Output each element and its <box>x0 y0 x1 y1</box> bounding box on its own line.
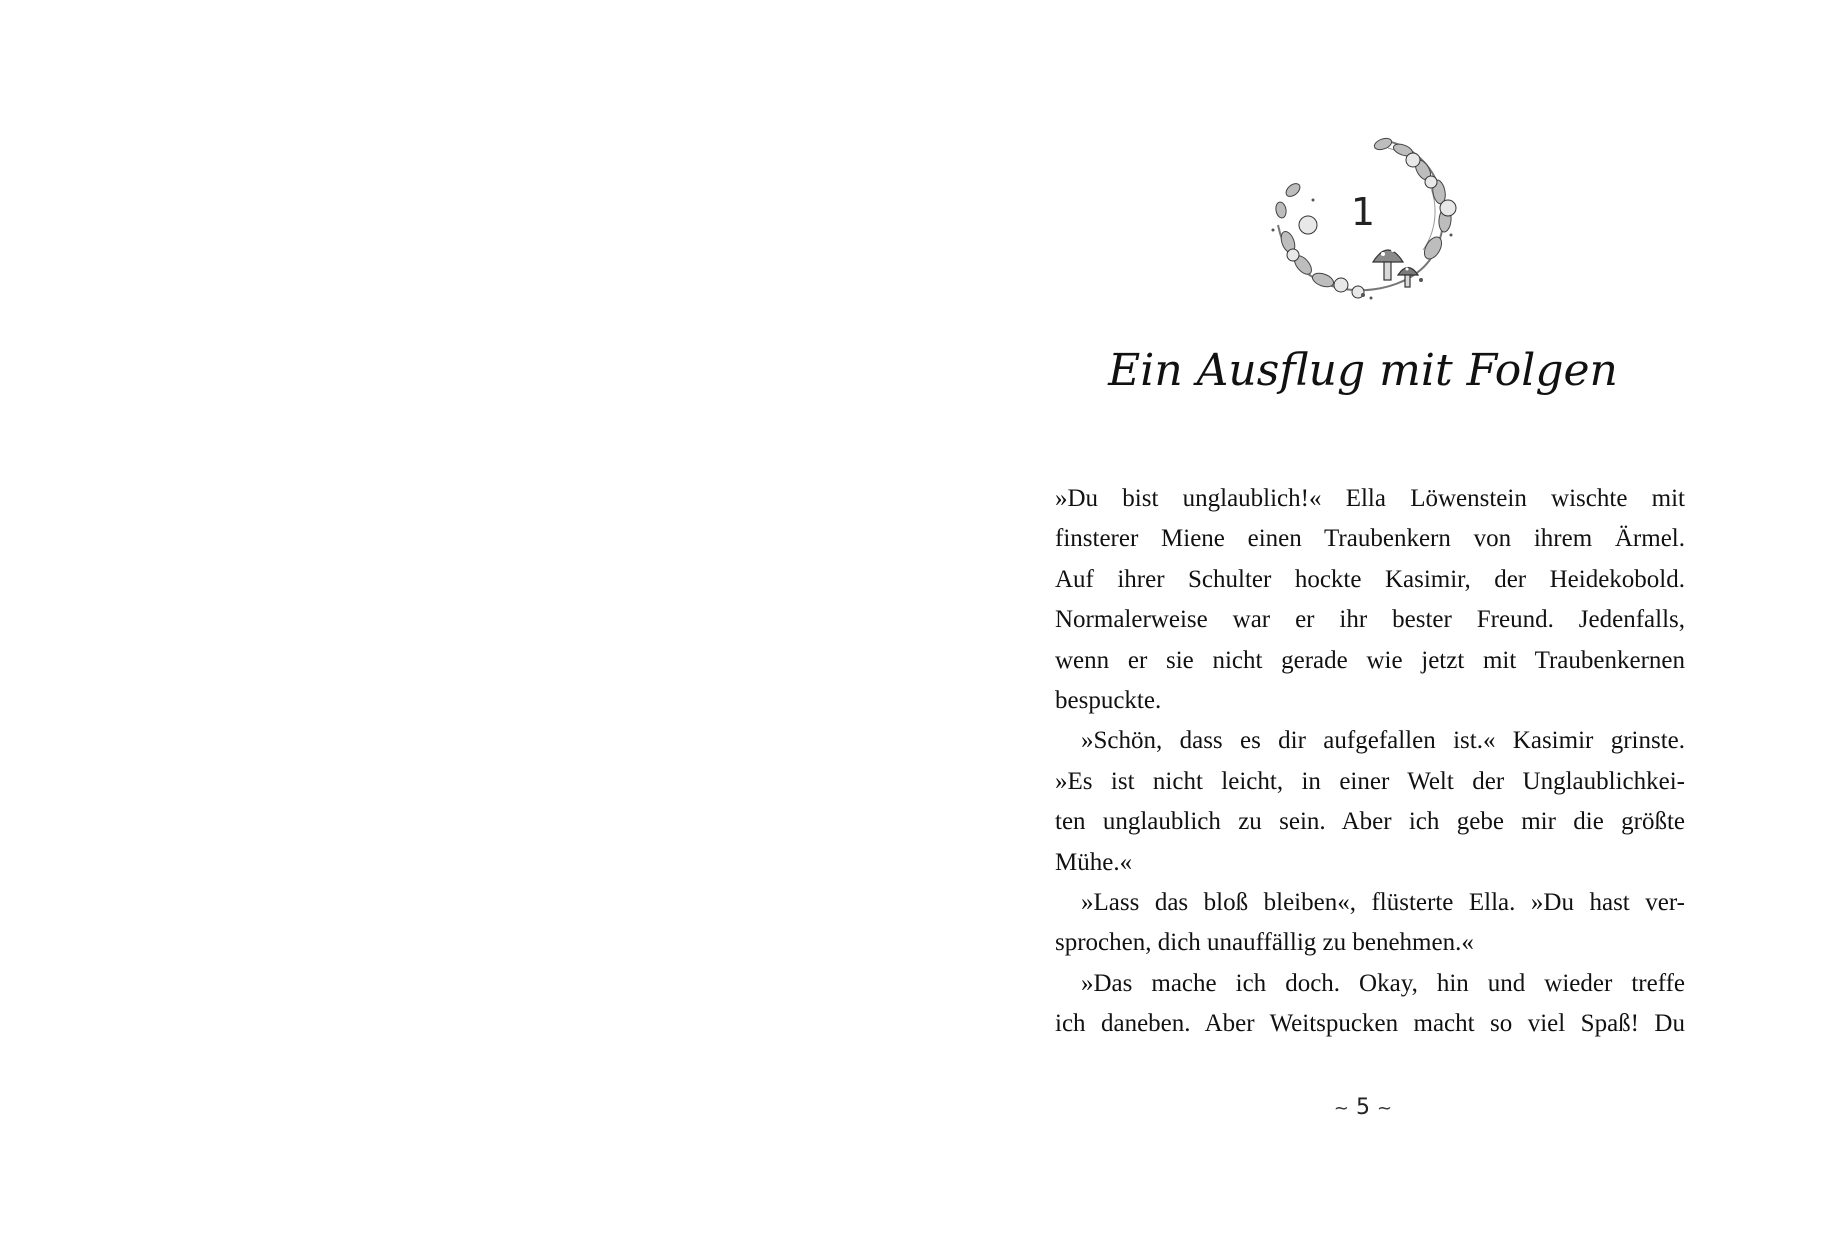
page-number <box>1263 1095 1463 1120</box>
text-line: finsterer Miene einen Traubenkern von ihrem Ärmel. <box>1055 525 1685 553</box>
text-line: »Das mache ich doch. Okay, hin und wieder treffe <box>1081 969 1685 997</box>
text-line: »Es ist nicht leicht, in einer Welt der Unglaublichkei- <box>1055 767 1685 795</box>
right-page <box>915 0 1831 1240</box>
text-line: ten unglaublich zu sein. Aber ich gebe mir die größte <box>1055 808 1685 836</box>
page-number-right-ornament: ~ <box>1377 1098 1393 1119</box>
text-line: Auf ihrer Schulter hockte Kasimir, der Heidekobold. <box>1055 565 1685 593</box>
text-line: ich daneben. Aber Weitspucken macht so viel Spaß! Du <box>1055 1010 1685 1038</box>
text-line: bespuckte. <box>1055 686 1162 714</box>
text-line: sprochen, dich unauffällig zu benehmen.« <box>1055 929 1474 957</box>
text-line: Mühe.« <box>1055 848 1133 876</box>
chapter-title: Ein Ausflug mit Folgen <box>1108 345 1618 396</box>
text-line: »Schön, dass es dir aufgefallen ist.« Kasimir grinste. <box>1081 727 1685 755</box>
body-text <box>1055 479 1685 1044</box>
page-number-value: 5 <box>1356 1095 1370 1120</box>
left-page-blank <box>0 0 915 1240</box>
text-line: »Du bist unglaublich!« Ella Löwenstein wischte mit <box>1055 485 1685 512</box>
chapter-number: 1 <box>1350 190 1376 234</box>
text-line: Normalerweise war er ihr bester Freund. Jedenfalls, <box>1055 606 1685 634</box>
text-line: wenn er sie nicht gerade wie jetzt mit Traubenkernen <box>1055 646 1685 674</box>
text-line: »Lass das bloß bleiben«, flüsterte Ella. »Du hast ver- <box>1081 888 1685 916</box>
page-number-left-ornament: ~ <box>1333 1098 1349 1119</box>
